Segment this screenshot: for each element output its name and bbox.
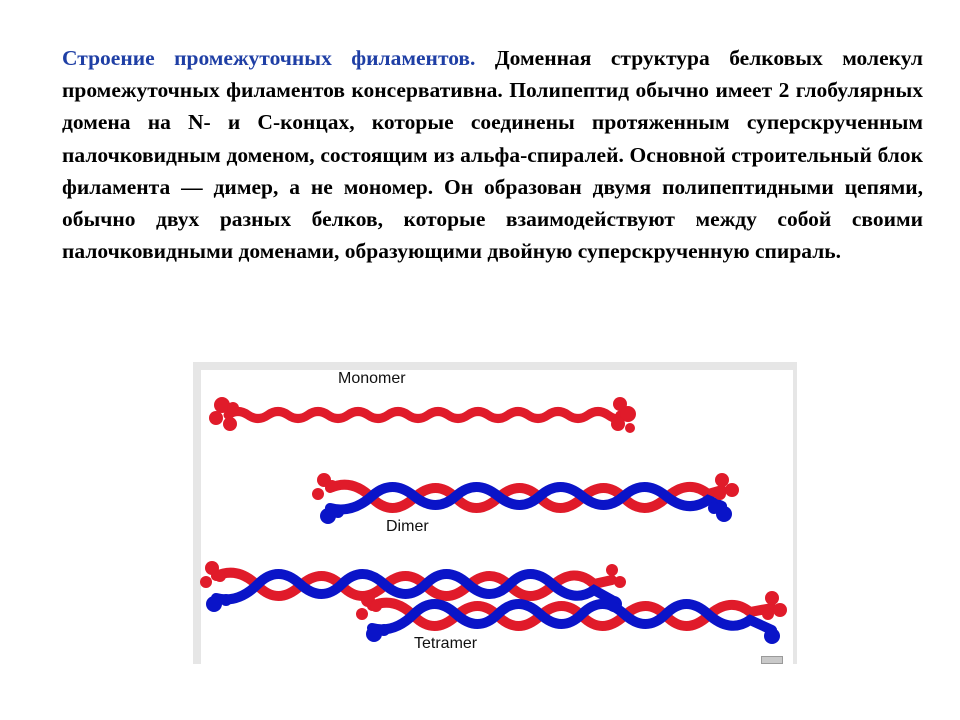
dimer-chain (312, 473, 739, 524)
paragraph-lead: Строение промежуточных филаментов. (62, 46, 476, 70)
monomer-chain (209, 397, 636, 433)
tetramer-label: Tetramer (414, 635, 478, 652)
image-resize-grip[interactable] (761, 656, 783, 664)
monomer-label: Monomer (338, 370, 406, 387)
monomer-rod (228, 412, 620, 419)
dimer-label: Dimer (386, 518, 429, 535)
paragraph-body: Доменная структура белковых молекул промежуточных филаментов консервативна. Полипептид обычно имеет 2 глобулярных домена на N- и C-концах, которые соединены протяженным суперскрученным палочковидным доменом, состоящим из альфа-спиралей. Основной строительный блок филамента — димер, а не мономер. Он образован двумя полипептидными цепями, обычно двух разных белков, которые взаимодействуют между собой своими палочковидными доменами, образующими двойную суперскрученную спираль. (62, 46, 923, 264)
